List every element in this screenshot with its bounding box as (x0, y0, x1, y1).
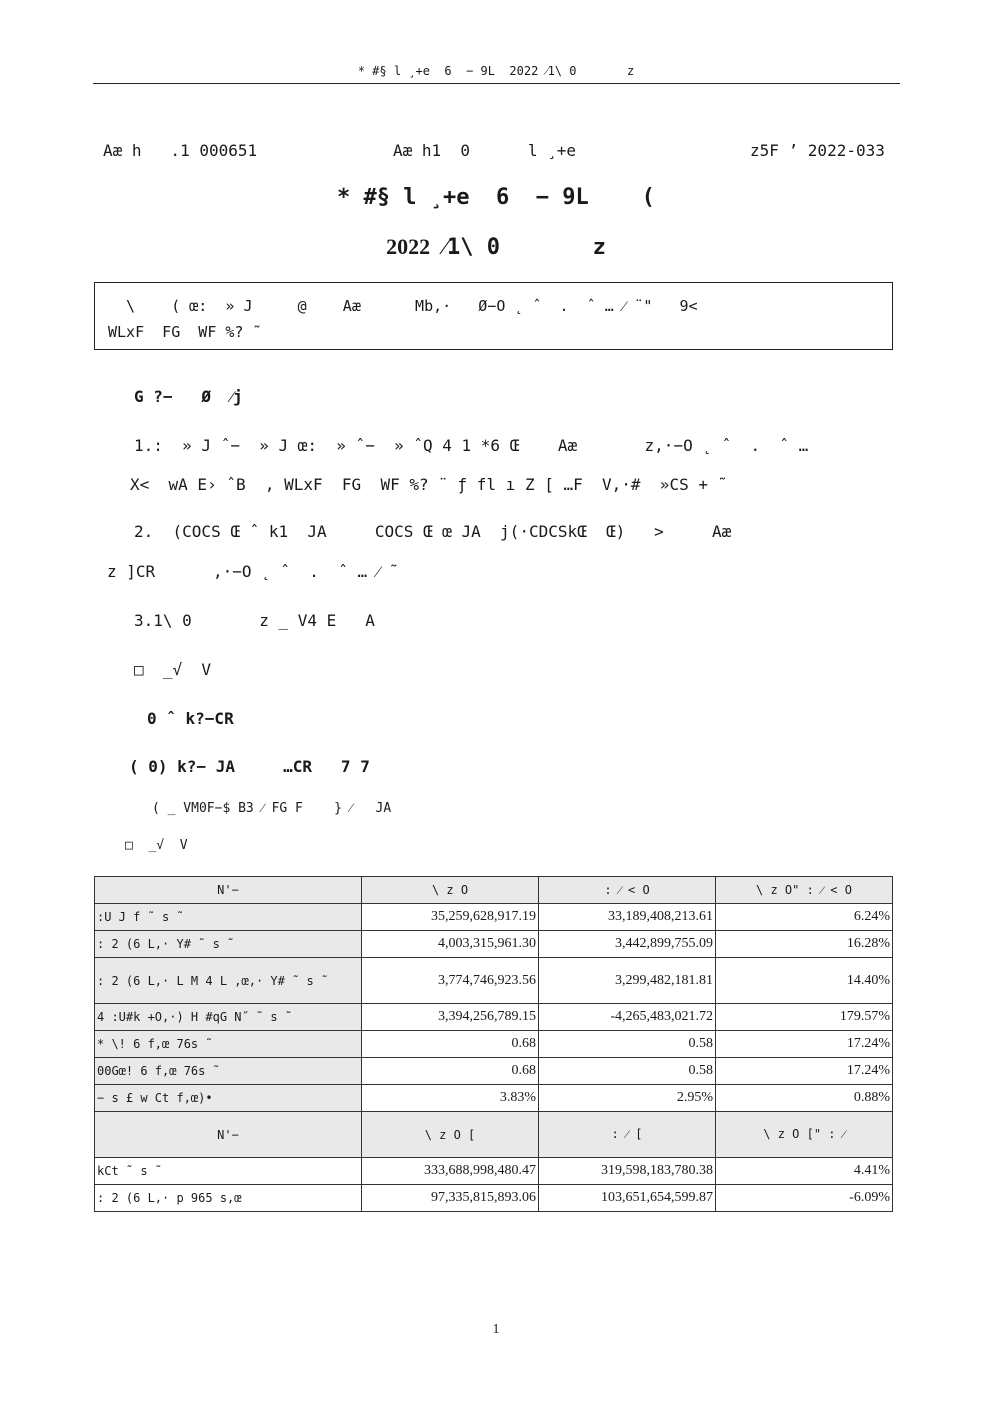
table-row (95, 958, 893, 1004)
row-previous: 319,598,183,780.38 (539, 1158, 716, 1185)
paragraph-1-line-1: 1.: » J ˆ− » J œ: » ˆ− » ˆQ 4 1 *6 Œ Aæ z,·−O ˛ ˆ . ˆ … (134, 436, 809, 455)
table-header-row (95, 877, 893, 904)
table-header-row-2 (95, 1112, 893, 1158)
header2-current: \ z O [ (362, 1112, 539, 1158)
header-rule (93, 83, 900, 84)
row-change: 0.88% (716, 1085, 893, 1112)
subtitle-year: 2022 (386, 234, 431, 259)
paragraph-2-line-2: z ]CR ,·−O ˛ ˆ . ˆ … ⁄ ˜ (107, 562, 399, 581)
row-previous: 103,651,654,599.87 (539, 1185, 716, 1212)
row-current: 3,394,256,789.15 (362, 1004, 539, 1031)
row-current: 333,688,998,480.47 (362, 1158, 539, 1185)
row-label: : 2 (6 L,· p 965 s,œ (95, 1185, 362, 1212)
table-row (95, 1185, 893, 1212)
paragraph-2-line-1: 2. (COCS Œ ˆ k1 JA COCS Œ œ JA j(·CDCSkŒ Œ) > Aæ (134, 522, 732, 541)
row-change: 6.24% (716, 904, 893, 931)
financial-table (94, 876, 893, 1212)
row-current: 97,335,815,893.06 (362, 1185, 539, 1212)
row-label: :U J f ˜ s ˜ (95, 904, 362, 931)
paragraph-3: 3.1\ 0 z _ V4 E A (134, 611, 375, 630)
row-previous: 2.95% (539, 1085, 716, 1112)
row-label: 4 :U#k +O,·) H #qG N˝ ˜ s ˜ (95, 1004, 362, 1031)
checkbox-line: □ _√ V (134, 660, 212, 679)
header-current: \ z O (362, 877, 539, 904)
document-title: * #§ l ¸+e 6 − 9L ( (337, 185, 655, 210)
header-change: \ z O" : ⁄ < O (716, 877, 893, 904)
row-previous: 3,442,899,755.09 (539, 931, 716, 958)
row-current: 3,774,746,923.56 (362, 958, 539, 1004)
subtitle-rest: ⁄1\ 0 z (430, 235, 606, 260)
row-previous: 33,189,408,213.61 (539, 904, 716, 931)
row-change: 179.57% (716, 1004, 893, 1031)
section-1-heading: G ?− Ø ⁄j (134, 387, 243, 406)
row-change: 16.28% (716, 931, 893, 958)
notice-box (94, 282, 893, 350)
row-label: − s £ w Ct f,œ)• (95, 1085, 362, 1112)
notice-number: z5F ’ 2022-033 (750, 141, 885, 160)
row-current: 35,259,628,917.19 (362, 904, 539, 931)
row-change: 14.40% (716, 958, 893, 1004)
header-previous: : ⁄ < O (539, 877, 716, 904)
header-item: N'− (95, 877, 362, 904)
table-row (95, 1158, 893, 1185)
header2-change: \ z O [" : ⁄ (716, 1112, 893, 1158)
row-previous: 3,299,482,181.81 (539, 958, 716, 1004)
row-label: 00Gœ! 6 f,œ 76s ˜ (95, 1058, 362, 1085)
row-previous: 0.58 (539, 1058, 716, 1085)
row-current: 3.83% (362, 1085, 539, 1112)
row-previous: -4,265,483,021.72 (539, 1004, 716, 1031)
row-current: 4,003,315,961.30 (362, 931, 539, 958)
row-label: * \! 6 f,œ 76s ˜ (95, 1031, 362, 1058)
notice-line-1: \ ( œ: » J @ Aæ Mb,· Ø−O ˛ ˆ . ˆ … ⁄ ¨" 9< (108, 297, 698, 315)
row-current: 0.68 (362, 1058, 539, 1085)
row-current: 0.68 (362, 1031, 539, 1058)
running-header: * #§ l ¸+e 6 − 9L 2022 ⁄1\ 0 z (357, 64, 635, 78)
row-label: kCt ˜ s ˜ (95, 1158, 362, 1185)
row-label: : 2 (6 L,· Y# ˜ s ˜ (95, 931, 362, 958)
table-row (95, 1058, 893, 1085)
page-number: 1 (492, 1322, 500, 1337)
table-row (95, 904, 893, 931)
stock-code: Aæ h .1 000651 (103, 141, 258, 160)
table-row (95, 931, 893, 958)
section-2-checkbox: □ _√ V (125, 838, 188, 853)
section-2-note: ( _ VM0F−$ B3 ⁄ FG F } ⁄ JA (152, 801, 392, 816)
row-change: -6.09% (716, 1185, 893, 1212)
table-row (95, 1004, 893, 1031)
table-row (95, 1031, 893, 1058)
section-2-subheading: ( 0) k?− JA …CR 7 7 (129, 757, 370, 776)
document-subtitle (0, 234, 992, 260)
header2-item: N'− (95, 1112, 362, 1158)
table-row (95, 1085, 893, 1112)
row-label: : 2 (6 L,· L M 4 L ,œ,· Y# ˜ s ˜ (95, 958, 362, 1004)
section-2-heading: 0 ˆ k?−CR (147, 709, 234, 728)
row-previous: 0.58 (539, 1031, 716, 1058)
paragraph-1-line-2: X< wA E› ˆB , WLxF FG WF %? ¨ ƒ fl ı Z [ …F V,·# »CS + ˜ (130, 475, 728, 494)
row-change: 17.24% (716, 1031, 893, 1058)
notice-line-2: WLxF FG WF %? ˜ (108, 323, 262, 341)
row-change: 4.41% (716, 1158, 893, 1185)
stock-name: Aæ h1 0 l ¸+e (393, 141, 577, 160)
header2-previous: : ⁄ [ (539, 1112, 716, 1158)
row-change: 17.24% (716, 1058, 893, 1085)
